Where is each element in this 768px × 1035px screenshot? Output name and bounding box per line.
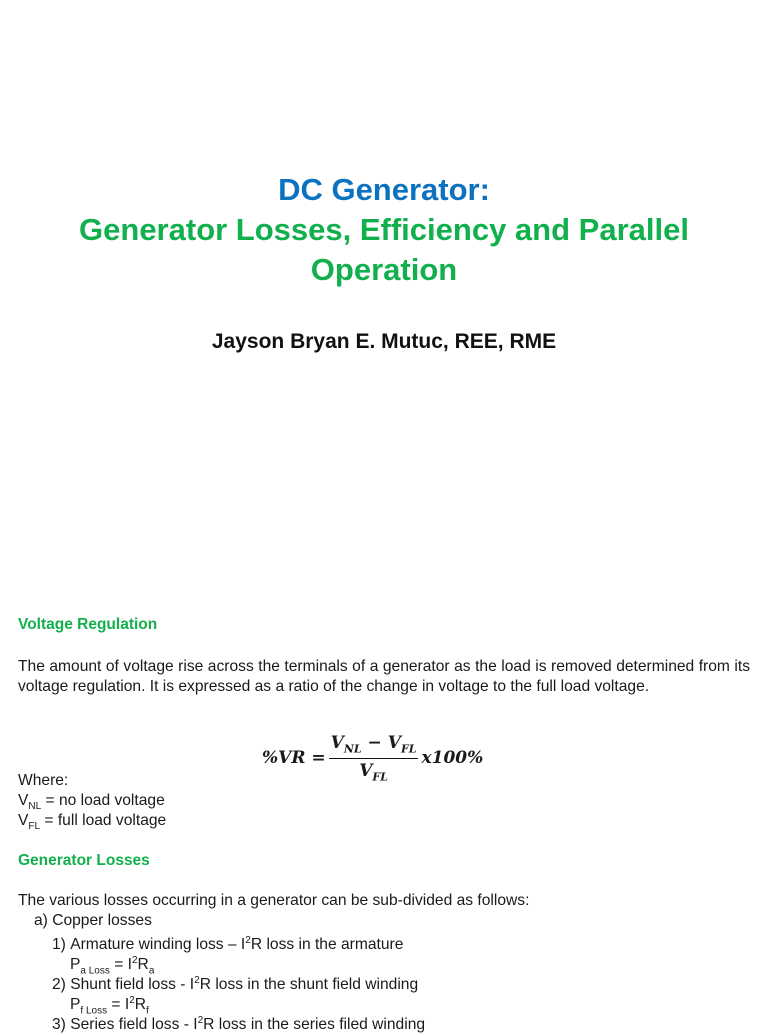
formula-rhs: x100%	[421, 748, 484, 768]
heading-voltage-regulation: Voltage Regulation	[18, 616, 158, 633]
heading-generator-losses: Generator Losses	[18, 852, 150, 869]
formula-fraction	[329, 733, 419, 783]
author-name: Jayson Bryan E. Mutuc, REE, RME	[211, 330, 557, 353]
equation-armature-loss: $P_{a Loss} = I^2R_a$	[70, 955, 155, 977]
list-item-armature-winding-loss: 1) Armature winding loss – $I^2R$ loss in the armature	[52, 935, 404, 954]
list-item-copper-losses: a) Copper losses	[34, 912, 152, 929]
voltage-regulation-formula	[262, 731, 483, 785]
where-label: Where:	[18, 772, 69, 789]
definition-v-fl: $V_{FL}$ = full load voltage	[18, 812, 167, 833]
equation-shunt-field-loss: $P_{f Loss} = I^2R_f$	[70, 995, 149, 1017]
title-line-dc-generator: DC Generator:	[278, 172, 490, 207]
formula-denominator: $V_{FL}$	[359, 760, 388, 783]
title-line-subtitle	[0, 210, 768, 290]
subtitle-part-2: Operation	[310, 252, 458, 287]
document-title	[0, 168, 768, 290]
definition-v-nl: $V_{NL}$ = no load voltage	[18, 792, 165, 813]
list-item-shunt-field-loss: 2) Shunt field loss - $I^2R$ loss in the shunt field winding	[52, 975, 419, 994]
formula-numerator: $V_{NL} - V_{FL}$	[329, 733, 419, 758]
subtitle-part-1: Generator Losses, Efficiency and Parallel	[79, 212, 689, 247]
voltage-regulation-paragraph: The amount of voltage rise across the terminals of a generator as the load is removed determined from its voltage regulation. It is expressed as a ratio of the change in voltage to the full load voltage.	[18, 658, 750, 695]
generator-losses-intro: The various losses occurring in a generator can be sub-divided as follows:	[18, 892, 530, 909]
list-item-series-field-loss: 3) Series field loss - $I^2R$ loss in the series filed winding	[52, 1015, 426, 1034]
formula-lhs: %VR =	[262, 748, 326, 768]
